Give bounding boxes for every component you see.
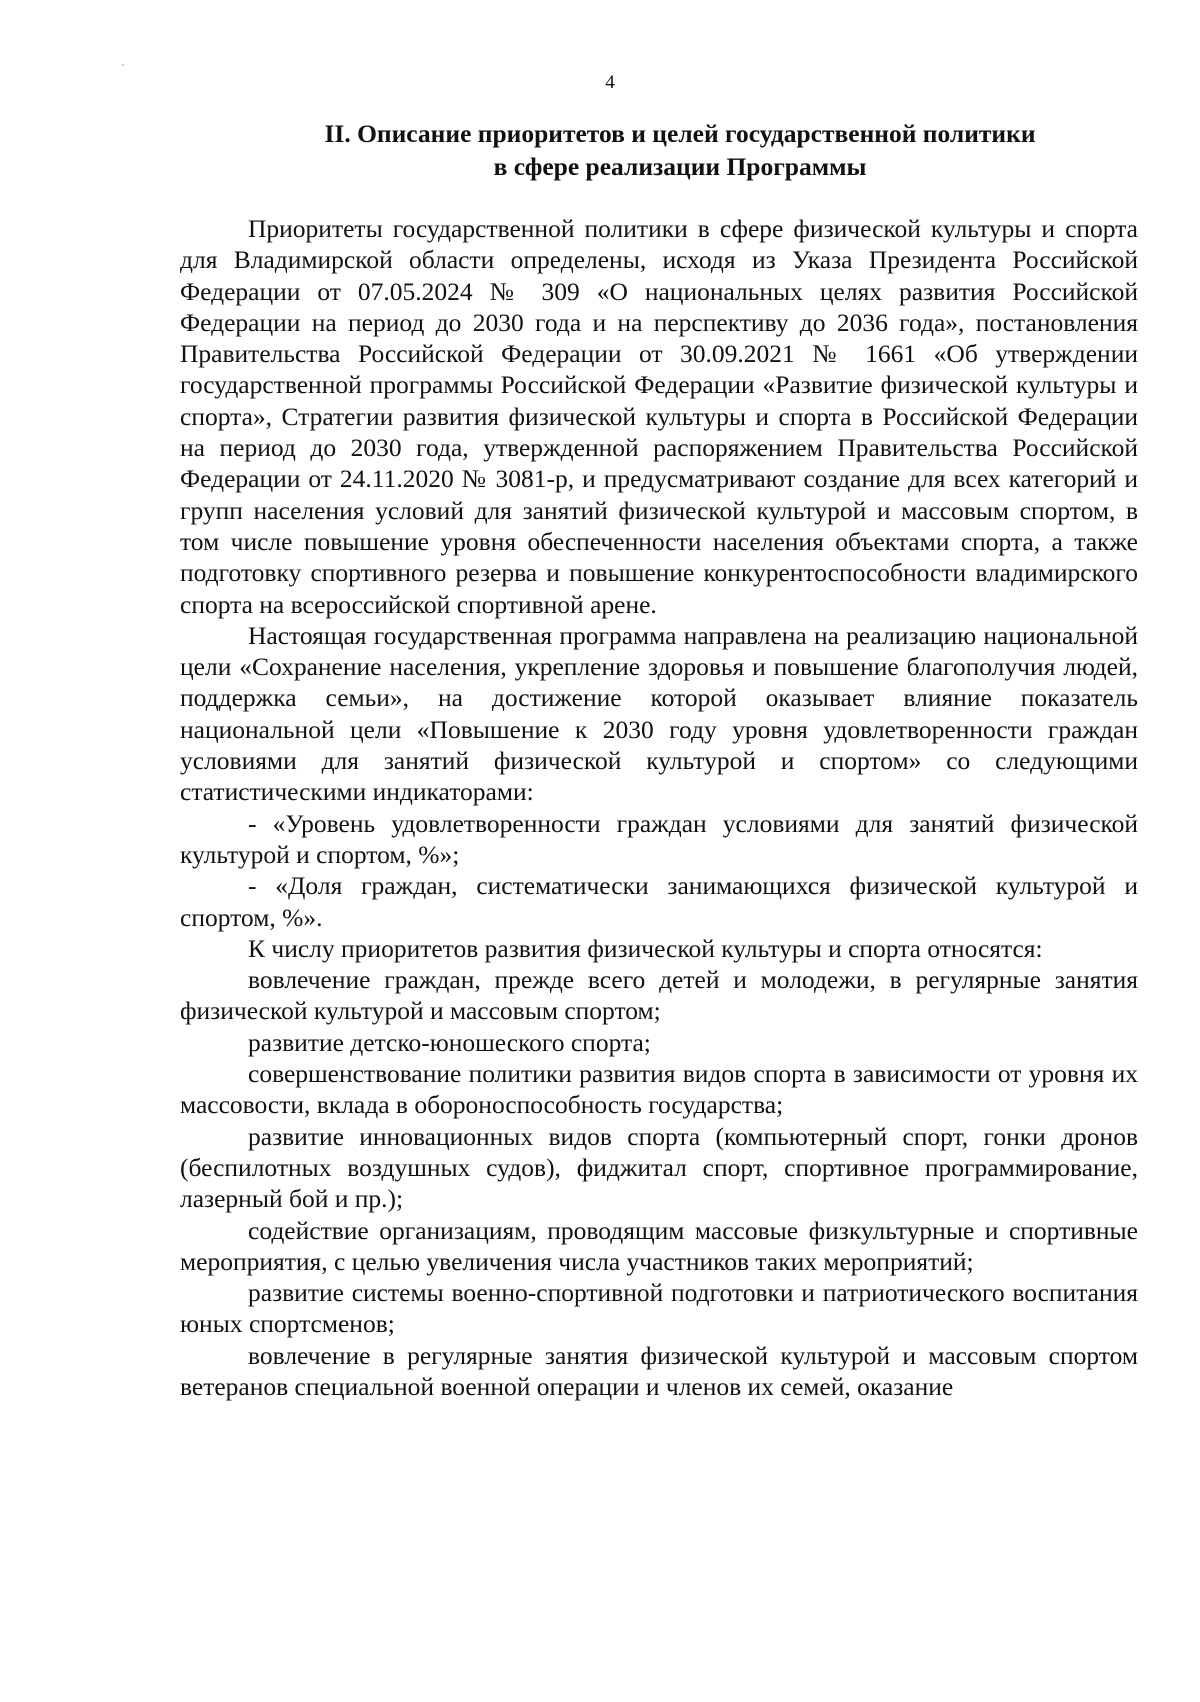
priority-item: развитие детско-юношеского спорта; bbox=[248, 1027, 651, 1057]
priority-item: развитие системы военно-спортивной подготовки и патриотического воспитания юных спортсменов; bbox=[180, 1278, 1138, 1339]
section-heading-line-2: в сфере реализации Программы bbox=[493, 152, 867, 181]
priority-item: вовлечение граждан, прежде всего детей и молодежи, в регулярные занятия физической культурой и массовым спортом; bbox=[180, 965, 1138, 1026]
paragraph-national-goal: Настоящая государственная программа направлена на реализацию национальной цели «Сохранение населения, укрепление здоровья и повышение благополучия людей, поддержка семьи», на достижение которой оказывает влияние показатель национальной цели «Повышение к 2030 году уровня удовлетворенности граждан условиями для занятий физической культурой и спортом» со следующими статистическими индикаторами: bbox=[180, 620, 1138, 807]
section-heading bbox=[180, 117, 1180, 183]
paragraph-priorities: Приоритеты государственной политики в сфере физической культуры и спорта для Владимирской области определены, исходя из Указа Президента Российской Федерации от 07.05.2024 № 309 «О национальных целях развития Российской Федерации на период до 2030 года и на перспективу до 2036 года», постановления Правительства Российской Федерации от 30.09.2021 № 1661 «Об утверждении государственной программы Российской Федерации «Развитие физической культуры и спорта», Стратегии развития физической культуры и спорта в Российской Федерации на период до 2030 года, утвержденной распоряжением Правительства Российской Федерации от 24.11.2020 № 3081-р, и предусматривают создание для всех категорий и групп населения условий для занятий физической культурой и массовым спортом, в том числе повышение уровня обеспеченности населения объектами спорта, а также подготовку спортивного резерва и повышение конкурентоспособности владимирского спорта на всероссийской спортивной арене. bbox=[180, 214, 1138, 619]
page-number: 4 bbox=[605, 72, 615, 93]
priority-item: развитие инновационных видов спорта (компьютерный спорт, гонки дронов (беспилотных воздушных судов), фиджитал спорт, спортивное программирование, лазерный бой и пр.); bbox=[180, 1121, 1138, 1214]
section-heading-line-1: II. Описание приоритетов и целей государственной политики bbox=[324, 119, 1036, 148]
indicator-satisfaction: - «Уровень удовлетворенности граждан условиями для занятий физической культурой и спортом, %»; bbox=[180, 808, 1138, 869]
priority-item: совершенствование политики развития видов спорта в зависимости от уровня их массовости, вклада в обороноспособность государства; bbox=[180, 1059, 1138, 1120]
indicator-share-of-citizens: - «Доля граждан, систематически занимающихся физической культурой и спортом, %». bbox=[180, 871, 1138, 932]
scan-speck bbox=[122, 64, 124, 66]
priorities-intro: К числу приоритетов развития физической культуры и спорта относятся: bbox=[248, 933, 1043, 963]
body-text bbox=[180, 213, 1138, 1402]
priority-item: содействие организациям, проводящим массовые физкультурные и спортивные мероприятия, с целью увеличения числа участников таких мероприятий; bbox=[180, 1215, 1138, 1276]
priority-item: вовлечение в регулярные занятия физической культурой и массовым спортом ветеранов специальной военной операции и членов их семей, оказание bbox=[180, 1340, 1138, 1401]
